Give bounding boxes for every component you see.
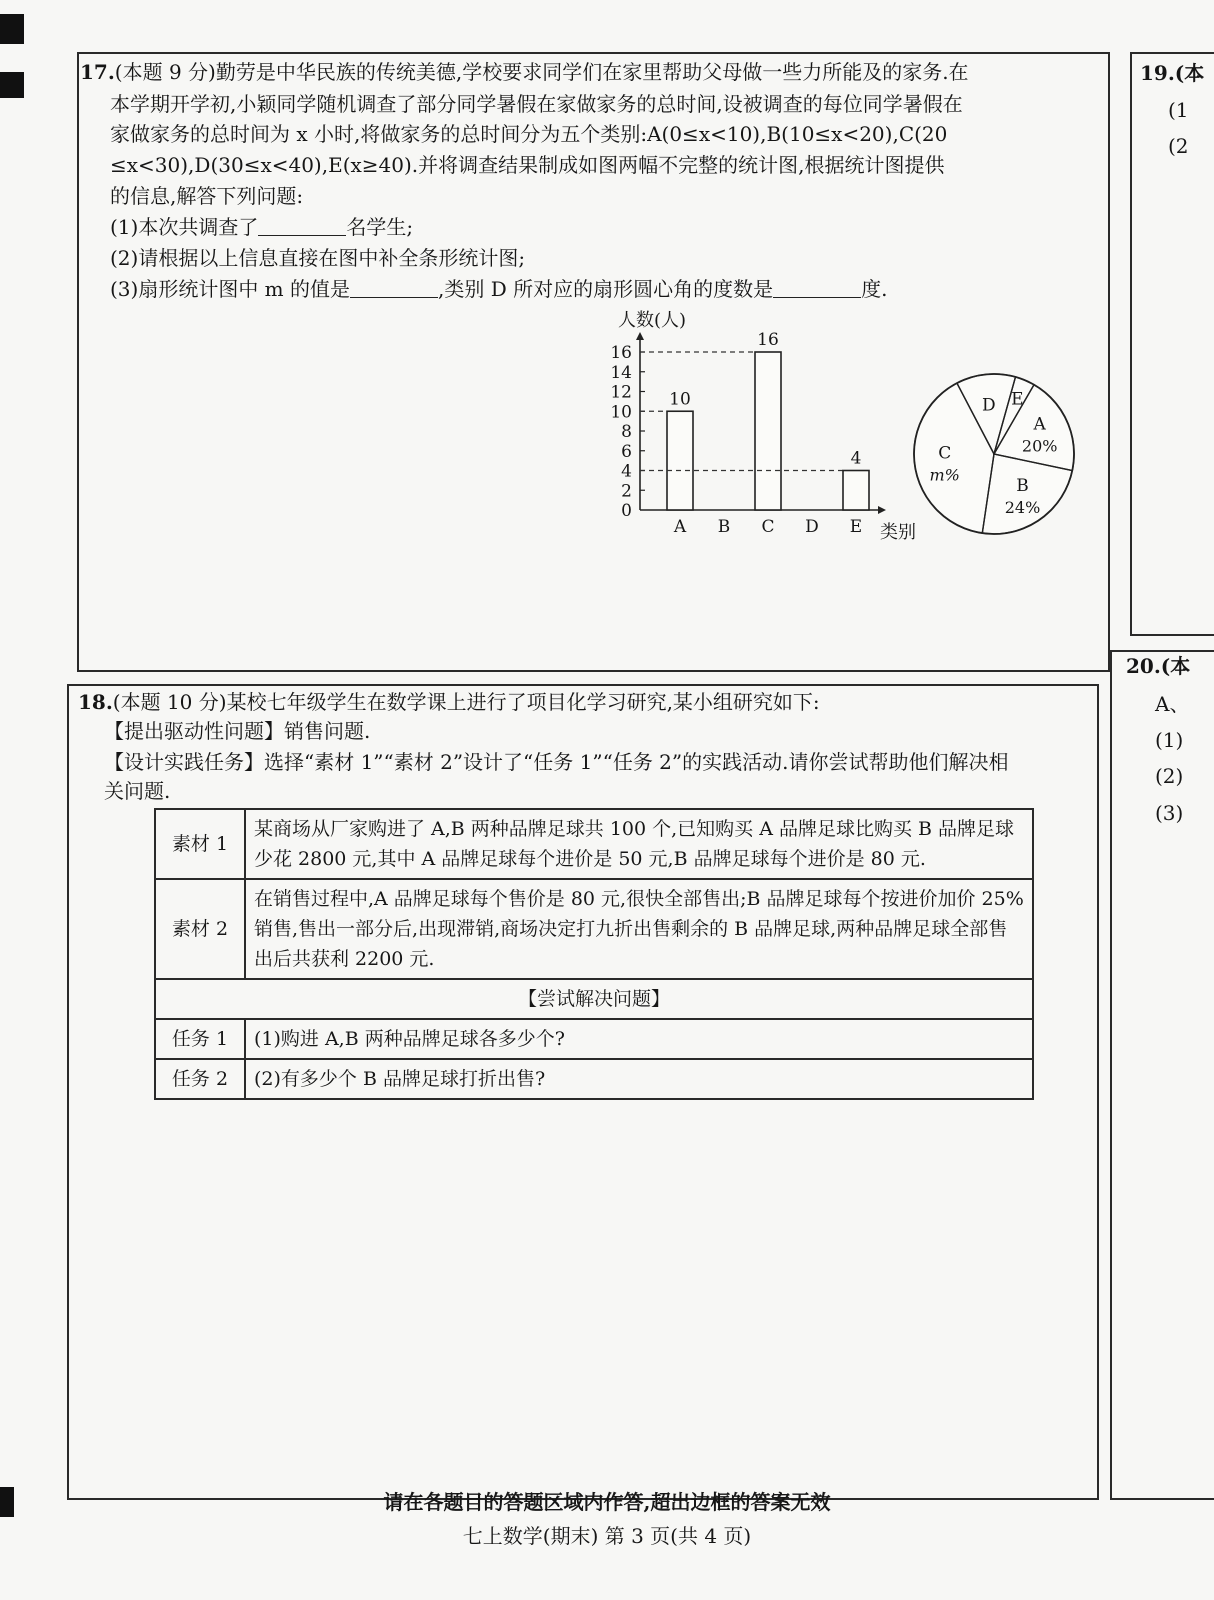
- material-1-row: [155, 809, 1033, 879]
- y-axis-label: 人数(人): [618, 310, 687, 331]
- x-tick-label-A: A: [673, 517, 687, 537]
- q18-line-1: 18.(本题 10 分)某校七年级学生在数学课上进行了项目化学习研究,某小组研究如下:: [78, 690, 820, 714]
- q19-sub-1: (1: [1168, 98, 1189, 122]
- data-label-E: 4: [850, 448, 862, 469]
- x-axis-label: 类别: [880, 522, 916, 543]
- task-1-row: [155, 1019, 1033, 1059]
- y-tick-label: 8: [621, 422, 632, 442]
- y-tick-label: 10: [610, 402, 632, 423]
- data-label-C: 16: [757, 330, 779, 350]
- q18-line-3: 【设计实践任务】选择“素材 1”“素材 2”设计了“任务 1”“任务 2”的实践活动.请你尝试帮助他们解决相: [104, 750, 1009, 774]
- bar-C: [755, 352, 781, 510]
- answer-blank-angle[interactable]: [773, 273, 861, 298]
- materials-table: [154, 808, 1034, 1100]
- pie-value-B: 24%: [1004, 498, 1041, 518]
- material-1-text: 某商场从厂家购进了 A,B 两种品牌足球共 100 个,已知购买 A 品牌足球比购买 B 品牌足球少花 2800 元,其中 A 品牌足球每个进价是 50 元,B 品牌足球每个进价是 80 元.: [245, 809, 1033, 879]
- answer-blank-1[interactable]: [258, 211, 346, 236]
- task-1-text: (1)购进 A,B 两种品牌足球各多少个?: [245, 1019, 1033, 1059]
- q20-sub-1: (1): [1155, 728, 1184, 752]
- q17-line-4: ≤x<30),D(30≤x<40),E(x≥40).并将调查结果制成如图两幅不完整的统计图,根据统计图提供: [110, 153, 945, 177]
- pie-value-A: 20%: [1021, 436, 1058, 456]
- material-2-text: 在销售过程中,A 品牌足球每个售价是 80 元,很快全部售出;B 品牌足球每个按进价加价 25%销售,售出一部分后,出现滞销,商场决定打九折出售剩余的 B 品牌足球,两种品牌足球全部售出后共获利 2200 元.: [245, 879, 1033, 979]
- y-axis-arrow: [636, 332, 644, 340]
- x-axis-arrow: [878, 506, 886, 514]
- pie-label-A: A: [1033, 414, 1046, 435]
- footer-page-number: 七上数学(期末) 第 3 页(共 4 页): [462, 1524, 752, 1548]
- pie-label-C: C: [938, 443, 952, 464]
- q17-line-1: 17.(本题 9 分)勤劳是中华民族的传统美德,学校要求同学们在家里帮助父母做一些力所能及的家务.在: [80, 60, 969, 84]
- pie-label-B: B: [1016, 476, 1029, 497]
- material-1-label: 素材 1: [155, 809, 245, 879]
- x-tick-label-D: D: [805, 517, 819, 537]
- x-tick-label-E: E: [849, 517, 863, 537]
- solve-header-row: [155, 979, 1033, 1019]
- task-2-label: 任务 2: [155, 1059, 245, 1099]
- y-tick-label: 2: [621, 481, 632, 502]
- bar-A: [667, 411, 693, 510]
- q20-number: 20.(本: [1126, 654, 1191, 678]
- pie-label-D: D: [981, 395, 996, 416]
- q17-sub-1: (1)本次共调查了 名学生;: [110, 211, 413, 243]
- q17-line-3: 家做家务的总时间为 x 小时,将做家务的总时间分为五个类别:A(0≤x<10),B(10≤x<20),C(20: [110, 122, 948, 146]
- material-2-label: 素材 2: [155, 879, 245, 979]
- task-2-text: (2)有多少个 B 品牌足球打折出售?: [245, 1059, 1033, 1099]
- x-tick-label-B: B: [717, 517, 731, 537]
- q19-sub-2: (2: [1168, 134, 1189, 158]
- q17-number: 17.: [80, 60, 115, 84]
- task-1-label: 任务 1: [155, 1019, 245, 1059]
- q18-number: 18.: [78, 690, 113, 714]
- task-2-row: [155, 1059, 1033, 1099]
- q17-line-2: 本学期开学初,小颖同学随机调查了部分同学暑假在家做家务的总时间,设被调查的每位同学暑假在: [110, 92, 963, 116]
- q18-line-2: 【提出驱动性问题】销售问题.: [104, 719, 371, 743]
- data-label-A: 10: [669, 389, 691, 410]
- q19-number: 19.(本: [1140, 61, 1205, 85]
- q20-line: A、: [1155, 692, 1190, 716]
- pie-label-E: E: [1011, 389, 1024, 410]
- q17-sub-2: (2)请根据以上信息直接在图中补全条形统计图;: [110, 246, 526, 270]
- q18-line-4: 关问题.: [104, 779, 171, 803]
- answer-blank-m[interactable]: [350, 273, 438, 298]
- pie-value-C: m%: [929, 465, 960, 485]
- bar-E: [843, 471, 869, 511]
- x-tick-label-C: C: [761, 517, 775, 537]
- y-tick-label: 14: [610, 362, 632, 383]
- pie-chart: [906, 366, 1082, 542]
- y-tick-label: 6: [621, 441, 632, 462]
- scan-mark-top-1: [0, 14, 24, 44]
- solve-header: 【尝试解决问题】: [155, 979, 1033, 1019]
- q17-line-5: 的信息,解答下列问题:: [110, 184, 304, 208]
- footer-notice: 请在各题目的答题区域内作答,超出边框的答案无效: [383, 1490, 831, 1514]
- q17-sub-3: (3)扇形统计图中 m 的值是 ,类别 D 所对应的扇形圆心角的度数是 度.: [110, 273, 887, 305]
- scan-mark-top-2: [0, 72, 24, 98]
- q20-sub-2: (2): [1155, 764, 1184, 788]
- y-tick-label: 4: [621, 461, 632, 482]
- material-2-row: [155, 879, 1033, 979]
- y-tick-label: 0: [621, 501, 632, 521]
- y-tick-label: 16: [610, 343, 632, 363]
- q20-sub-3: (3): [1155, 801, 1184, 825]
- y-tick-label: 12: [610, 382, 632, 403]
- bar-chart: [580, 302, 940, 550]
